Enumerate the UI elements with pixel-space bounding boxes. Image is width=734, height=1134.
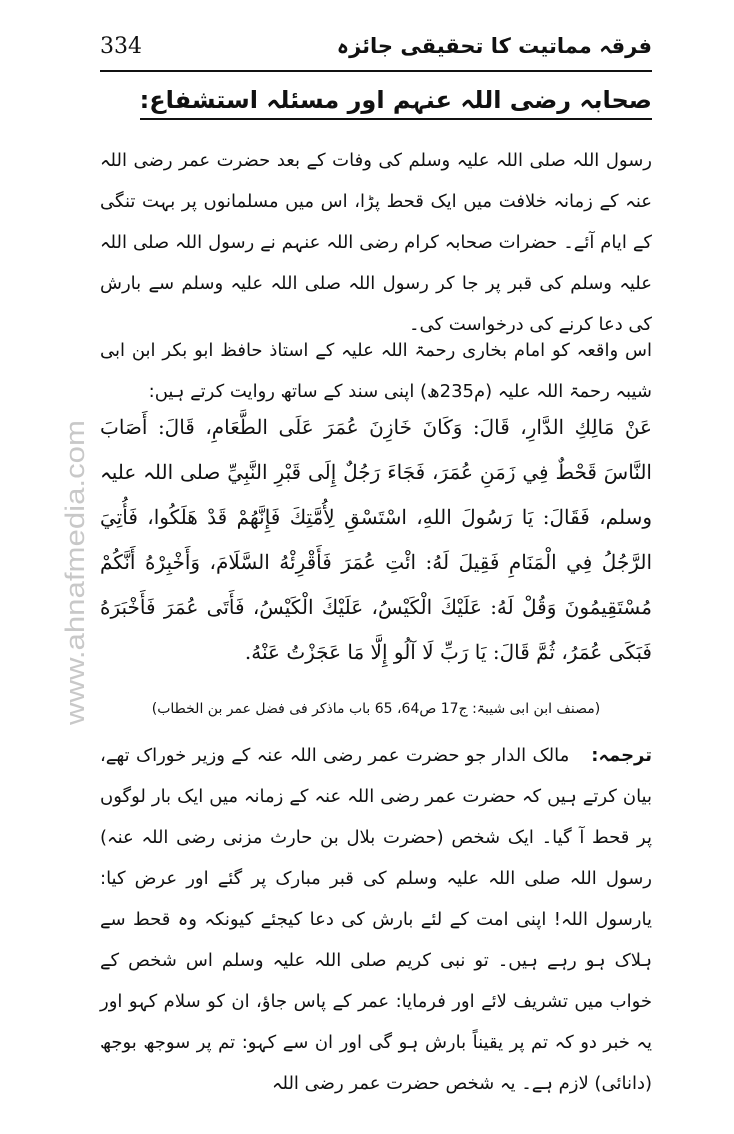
- translation-text: مالک الدار جو حضرت عمر رضی اللہ عنہ کے وزیر خوراک تھے، بیان کرتے ہیں کہ حضرت عمر رضی اللہ عنہ کے زمانہ میں ایک بار لوگوں پر قحط آ گیا۔ ایک شخص (حضرت بلال بن حارث مزنی رضی اللہ عنہ) رسول اللہ صلی اللہ علیہ وسلم کی قبر مبارک پر گئے اور عرض کیا: یارسول اللہ! اپنی امت کے لئے بارش کی دعا کیجئے کیونکہ وہ قحط سے ہلاک ہو رہے ہیں۔ تو نبی کریم صلی اللہ علیہ وسلم اس شخص کے خواب میں تشریف لائے اور فرمایا: عمر کے پاس جاؤ، ان کو سلام کہو اور یہ خبر دو کہ تم پر یقیناً بارش ہو گی اور ان سے کہو: تم پر سوجھ بوجھ (دانائی) لازم ہے۔ یہ شخص حضرت عمر رضی اللہ: [100, 745, 652, 1094]
- watermark-text: www.ahnafmedia.com: [60, 460, 90, 725]
- hadith-citation: (مصنف ابن ابی شیبۃ: ج17 ص64، 65 باب ماذکر فی فضل عمر بن الخطاب): [151, 701, 601, 717]
- translation-paragraph: [100, 735, 652, 1104]
- section-heading: صحابہ رضی اللہ عنہم اور مسئلہ استشفاع:: [140, 86, 652, 120]
- page-number: 334: [100, 34, 142, 59]
- watermark: [44, 410, 104, 730]
- narration-paragraph: اس واقعہ کو امام بخاری رحمۃ اللہ علیہ کے استاذ حافظ ابو بکر ابن ابی شیبہ رحمۃ اللہ علیہ (م235ھ) اپنی سند کے ساتھ روایت کرتے ہیں:: [100, 340, 652, 402]
- running-title: فرقہ مماتیت کا تحقیقی جائزہ: [336, 34, 652, 58]
- arabic-hadith-text: عَنْ مَالِكِ الدَّارِ، قَالَ: وَكَانَ خَازِنَ عُمَرَ عَلَى الطَّعَامِ، قَالَ: أَصَابَ النَّاسَ قَحْطٌ فِي زَمَنِ عُمَرَ، فَجَاءَ رَجُلٌ إِلَى قَبْرِ النَّبِيِّ صلی اللہ علیہ وسلم، فَقَالَ: يَا رَسُولَ اللهِ، اسْتَسْقِ لِأُمَّتِكَ فَإِنَّهُمْ قَدْ هَلَكُوا، فَأُتِيَ الرَّجُلُ فِي الْمَنَامِ فَقِيلَ لَهُ: ائْتِ عُمَرَ فَأَقْرِئْهُ السَّلَامَ، وَأَخْبِرْهُ أَنَّكُمْ مُسْتَقِيمُونَ وَقُلْ لَهُ: عَلَيْكَ الْكَيْسُ، عَلَيْكَ الْكَيْسُ، فَأَتَى عُمَرَ فَأَخْبَرَهُ فَبَكَى عُمَرُ، ثُمَّ قَالَ: يَا رَبِّ لَا آلُو إِلَّا مَا عَجَزْتُ عَنْهُ.: [100, 415, 652, 664]
- page-header: [100, 30, 652, 72]
- translation-label: ترجمہ:: [591, 745, 652, 766]
- intro-paragraph: رسول اللہ صلی اللہ علیہ وسلم کی وفات کے بعد حضرت عمر رضی اللہ عنہ کے زمانہ خلافت میں ایک قحط پڑا، اس میں مسلمانوں پر بہت تنگی کے ایام آئے۔ حضرات صحابہ کرام رضی اللہ عنہم نے رسول اللہ صلی اللہ علیہ وسلم کی قبر پر جا کر رسول اللہ صلی اللہ علیہ وسلم سے بارش کی دعا کرنے کی درخواست کی۔: [100, 150, 652, 335]
